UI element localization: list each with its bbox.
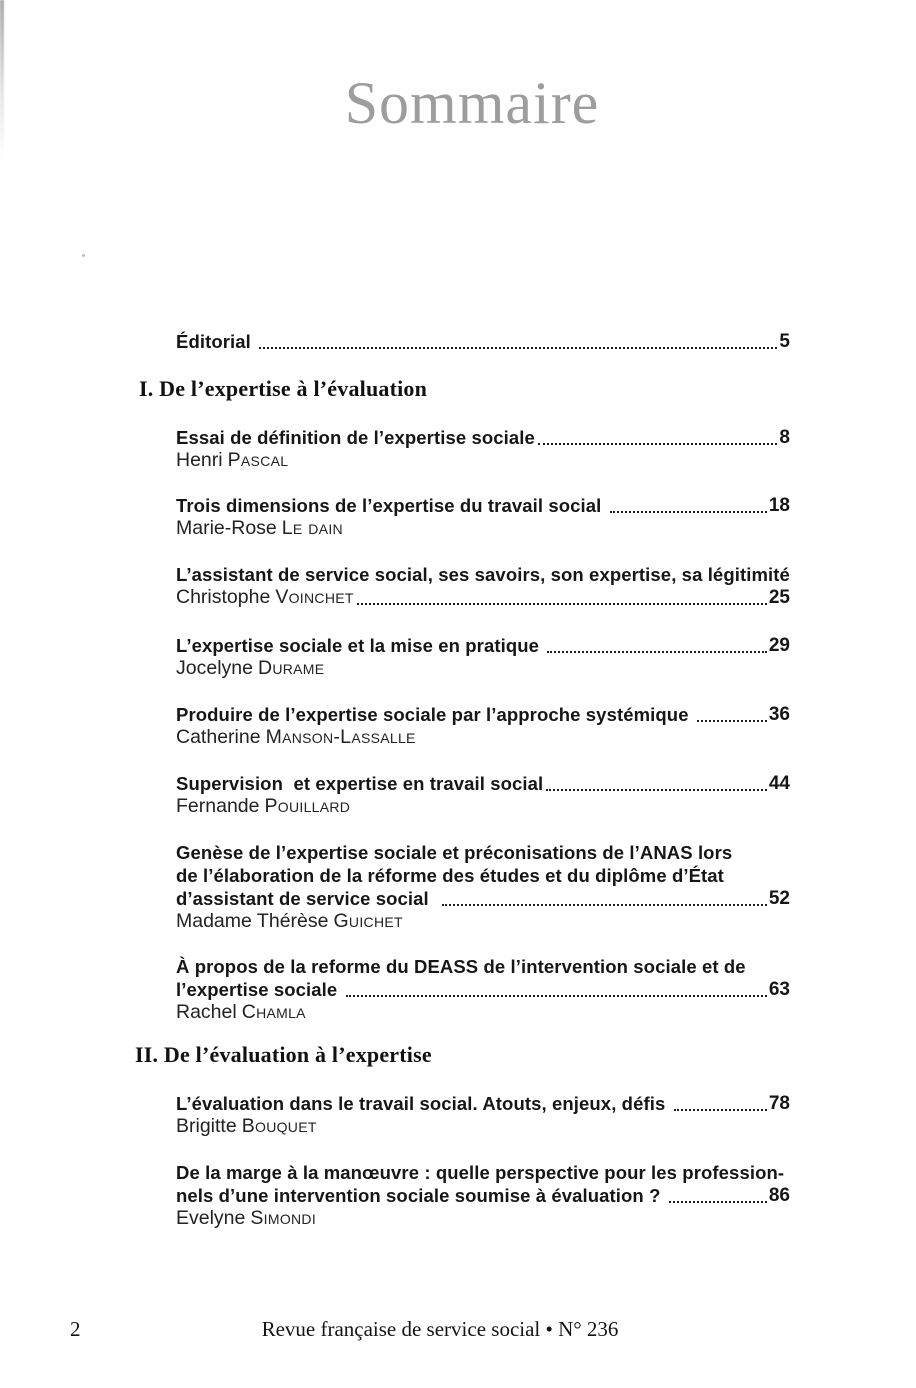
entry-author [176,1207,790,1230]
author-first-name: Christophe [176,586,271,608]
page-number: 36 [768,704,790,725]
entry-title-row [176,426,790,449]
toc-entry [176,772,790,818]
dot-leader [674,1109,767,1111]
author-last-name: Durame [257,657,325,679]
entry-author [176,449,790,472]
entry-author [176,517,790,540]
dot-leader [357,603,767,605]
entry-author [176,586,354,609]
dot-leader [547,651,767,653]
page-number: 8 [779,427,790,448]
entry-title: L’assistant de service social, ses savoirs, son expertise, sa légitimité [176,564,790,585]
page-number: 25 [768,587,790,608]
toc-entry [176,1161,790,1230]
author-first-name: Madame Thérèse [176,910,329,932]
entry-title: Trois dimensions de l’expertise du travail social [176,495,607,516]
page-number: 44 [768,773,790,794]
author-last-name: Pascal [227,449,289,471]
page-number: 78 [768,1093,790,1114]
author-last-name: Bouquet [241,1115,317,1137]
toc-entry [176,841,790,933]
entry-title-row [176,494,790,517]
entry-title-row [176,634,790,657]
scan-edge-artifact [0,0,4,160]
editorial-label: Éditorial [176,331,257,352]
page-number: 29 [768,635,790,656]
entry-title-line: l’expertise sociale [176,979,343,1000]
entry-author [176,1115,790,1138]
entry-author [176,910,790,933]
author-first-name: Brigitte [176,1115,237,1137]
entry-title: Supervision et expertise en travail social [176,773,544,794]
entry-title: L’expertise sociale et la mise en pratique [176,635,545,656]
toc-entry [176,426,790,472]
toc-entry [176,494,790,540]
entry-title-row [176,1184,790,1207]
entry-title-line: De la marge à la manœuvre : quelle perspective pour les profession- [176,1162,785,1183]
entry-title-row [176,887,790,910]
section-heading-1: I. De l’expertise à l’évaluation [139,376,428,401]
dot-leader [538,443,778,445]
entry-title-line: d’assistant de service social [176,888,440,909]
entry-author [176,795,790,818]
author-last-name: Simondi [250,1207,317,1229]
author-last-name: Chamla [241,1001,306,1023]
dot-leader [346,995,767,997]
page-number: 86 [768,1185,790,1206]
author-first-name: Fernande [176,795,260,817]
page-title: Sommaire [344,70,600,136]
scan-speck [82,254,85,257]
author-last-name: Voinchet [275,586,354,608]
page-number: 5 [779,331,790,352]
toc-entry [176,955,790,1024]
entry-title-row [176,703,790,726]
page-number: 18 [768,495,790,516]
author-first-name: Catherine [176,726,261,748]
author-last-name: Pouillard [264,795,351,817]
entry-title: L’évaluation dans le travail social. Atouts, enjeux, défis [176,1093,671,1114]
footer-journal-title: Revue française de service social • N° 236 [261,1317,619,1341]
toc-entry [176,1092,790,1138]
author-first-name: Marie-Rose [176,517,277,539]
footer-page-number: 2 [70,1317,81,1341]
entry-title: Produire de l’expertise sociale par l’approche systémique [176,704,694,725]
author-first-name: Rachel [176,1001,237,1023]
entry-title-line: nels d’une intervention sociale soumise à évaluation ? [176,1185,666,1206]
dot-leader [259,347,777,349]
author-first-name: Evelyne [176,1207,246,1229]
entry-title-line: de l’élaboration de la réforme des études et du diplôme d’État [176,865,724,886]
author-last-name: Guichet [333,910,403,932]
toc-entry [176,634,790,680]
entry-author [176,1001,790,1024]
dot-leader [442,904,767,906]
entry-title: Essai de définition de l’expertise sociale [176,427,535,448]
author-first-name: Jocelyne [176,657,253,679]
entry-title-row [176,1092,790,1115]
author-last-name: Le dain [281,517,343,539]
author-last-name: Manson-Lassalle [265,726,416,748]
page-number: 63 [768,979,790,1000]
toc-editorial-row [176,330,790,353]
entry-title-line: À propos de la reforme du DEASS de l’intervention sociale et de [176,956,746,977]
toc-entry [176,703,790,749]
dot-leader [546,789,767,791]
toc-entry [176,563,790,609]
entry-title-line: Genèse de l’expertise sociale et préconisations de l’ANAS lors [176,842,733,863]
dot-leader [697,720,767,722]
entry-author [176,726,790,749]
entry-title-row [176,772,790,795]
dot-leader [669,1201,767,1203]
author-first-name: Henri [176,449,223,471]
entry-author-row [176,586,790,609]
page-number: 52 [768,888,790,909]
section-heading-2: II. De l’évaluation à l’expertise [135,1042,432,1067]
entry-title-row [176,978,790,1001]
entry-author [176,657,790,680]
dot-leader [610,511,767,513]
